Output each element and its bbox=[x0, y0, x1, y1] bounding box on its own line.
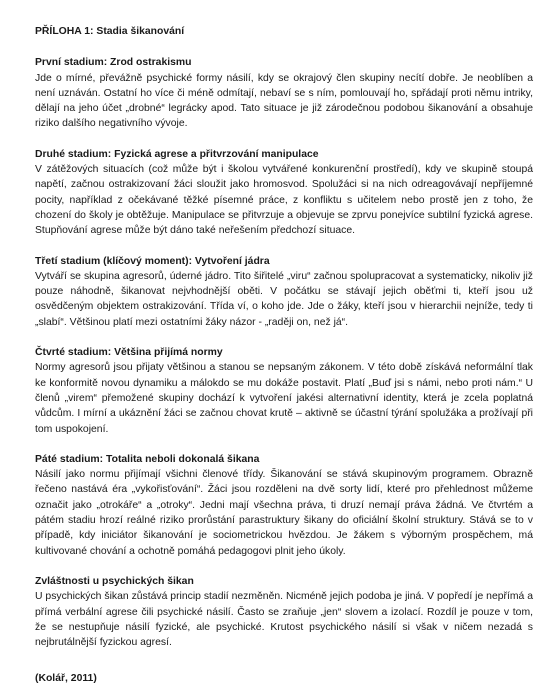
section-psychological-bullying bbox=[35, 574, 533, 650]
section-heading: Zvláštnosti u psychických šikan bbox=[35, 575, 194, 587]
section-heading: Třetí stadium (klíčový moment): Vytvoření jádra bbox=[35, 255, 270, 267]
section-stage-1 bbox=[35, 55, 533, 131]
section-paragraph: U psychických šikan zůstává princip stadií nezměněn. Nicméně jejich podoba je jiná. V popředí je nepřímá a přímá verbální agrese čili psychické násilí. Často se zraňuje „jen“ slovem a izolací. Rozdíl je pouze v tom, že se nestupňuje násilí fyzické, ale psychické. Krutost psychického násilí si však v ničem nezadá s nejbrutálnější fyzickou agresí. bbox=[35, 591, 533, 649]
section-paragraph: Jde o mírné, převážně psychické formy násilí, kdy se okrajový člen skupiny necítí dobře. Je neoblíben a není uznáván. Ostatní ho více či méně odmítají, nebaví se s ním, pomlouvají ho, spřádají proti němu intriky, dělají na jeho účet „drobné“ legrácky apod. Tato situace je již zárodečnou podobou šikanování a obsahuje riziko dalšího negativního vývoje. bbox=[35, 72, 533, 130]
section-paragraph: V zátěžových situacích (což může být i školou vytvářené konkurenční prostředí), kdy ve skupině stoupá napětí, začnou ostrakizovaní žáci sloužit jako hromosvod. Spolužáci si na nich odreagovávají nepříjemné pocity, například z očekávané těžké písemné práce, z konfliktu s učitelem nebo prostě jen z toho, že chození do školy je obtěžuje. Manipulace se přitvrzuje a objevuje se zprvu ponejvíce subtilní fyzická agrese. Stupňování agrese může být dáno také neřešením předchozí situace. bbox=[35, 164, 533, 237]
section-paragraph: Násilí jako normu přijímají všichni členové třídy. Šikanování se stává skupinovým programem. Obrazně řečeno nastává éra „vykořisťování“. Žáci jsou rozděleni na dvě sorty lidí, které pro přehlednost můžeme označit jako „otrokáře“ a „otroky“. Jedni mají všechna práva, ti druzí nemají práva žádná. Ve čtvrtém a pátém stadiu hrozí reálné riziko prorůstání parastruktury šikany do oficiální školní struktury. Stává se to v případě, kdy iniciátor šikanování je sociometrickou hvězdou. Je žákem s výborným prospěchem, má kultivované chování a ochotně pomáhá pedagogovi plnit jeho úkoly. bbox=[35, 469, 533, 557]
section-heading: První stadium: Zrod ostrakismu bbox=[35, 57, 192, 69]
citation: (Kolář, 2011) bbox=[35, 673, 97, 685]
section-stage-4 bbox=[35, 345, 533, 437]
section-paragraph: Normy agresorů jsou přijaty většinou a stanou se nepsaným zákonem. V této době získává neformální tlak ke konformitě novou dynamiku a málokdo se mu dokáže postavit. Platí „Buď jsi s námi, nebo proti nám.“ U členů „virem“ přemožené skupiny dochází k vytvoření jakési alternativní identity, která je zcela poplatná vůdcům. I mírní a ukáznění žáci se začnou chovat krutě – aktivně se účastní týrání spolužáka a prožívají při tom uspokojení. bbox=[35, 362, 533, 435]
section-heading: Čtvrté stadium: Většina přijímá normy bbox=[35, 347, 223, 359]
section-heading: Páté stadium: Totalita neboli dokonalá šikana bbox=[35, 453, 260, 465]
document-page bbox=[35, 24, 533, 687]
section-heading: Druhé stadium: Fyzická agrese a přitvrzování manipulace bbox=[35, 148, 319, 160]
section-stage-2 bbox=[35, 147, 533, 239]
document-title: PŘÍLOHA 1: Stadia šikanování bbox=[35, 26, 185, 37]
section-stage-5 bbox=[35, 452, 533, 559]
section-paragraph: Vytváří se skupina agresorů, úderné jádro. Tito šiřitelé „viru“ začnou spolupracovat a systematicky, nikoliv již pouze náhodně, šikanovat nejvhodnější oběti. V počátku se stávají jejich oběťmi ti, kteří jsou už osvědčeným objektem ostrakizování. Třída ví, o koho jde. Jde o žáky, kteří jsou v hierarchii nejníže, tedy ti „slabí“. Většinou platí mezi ostatními žáky názor - „raději on, než já“. bbox=[35, 270, 533, 328]
section-stage-3 bbox=[35, 254, 533, 330]
